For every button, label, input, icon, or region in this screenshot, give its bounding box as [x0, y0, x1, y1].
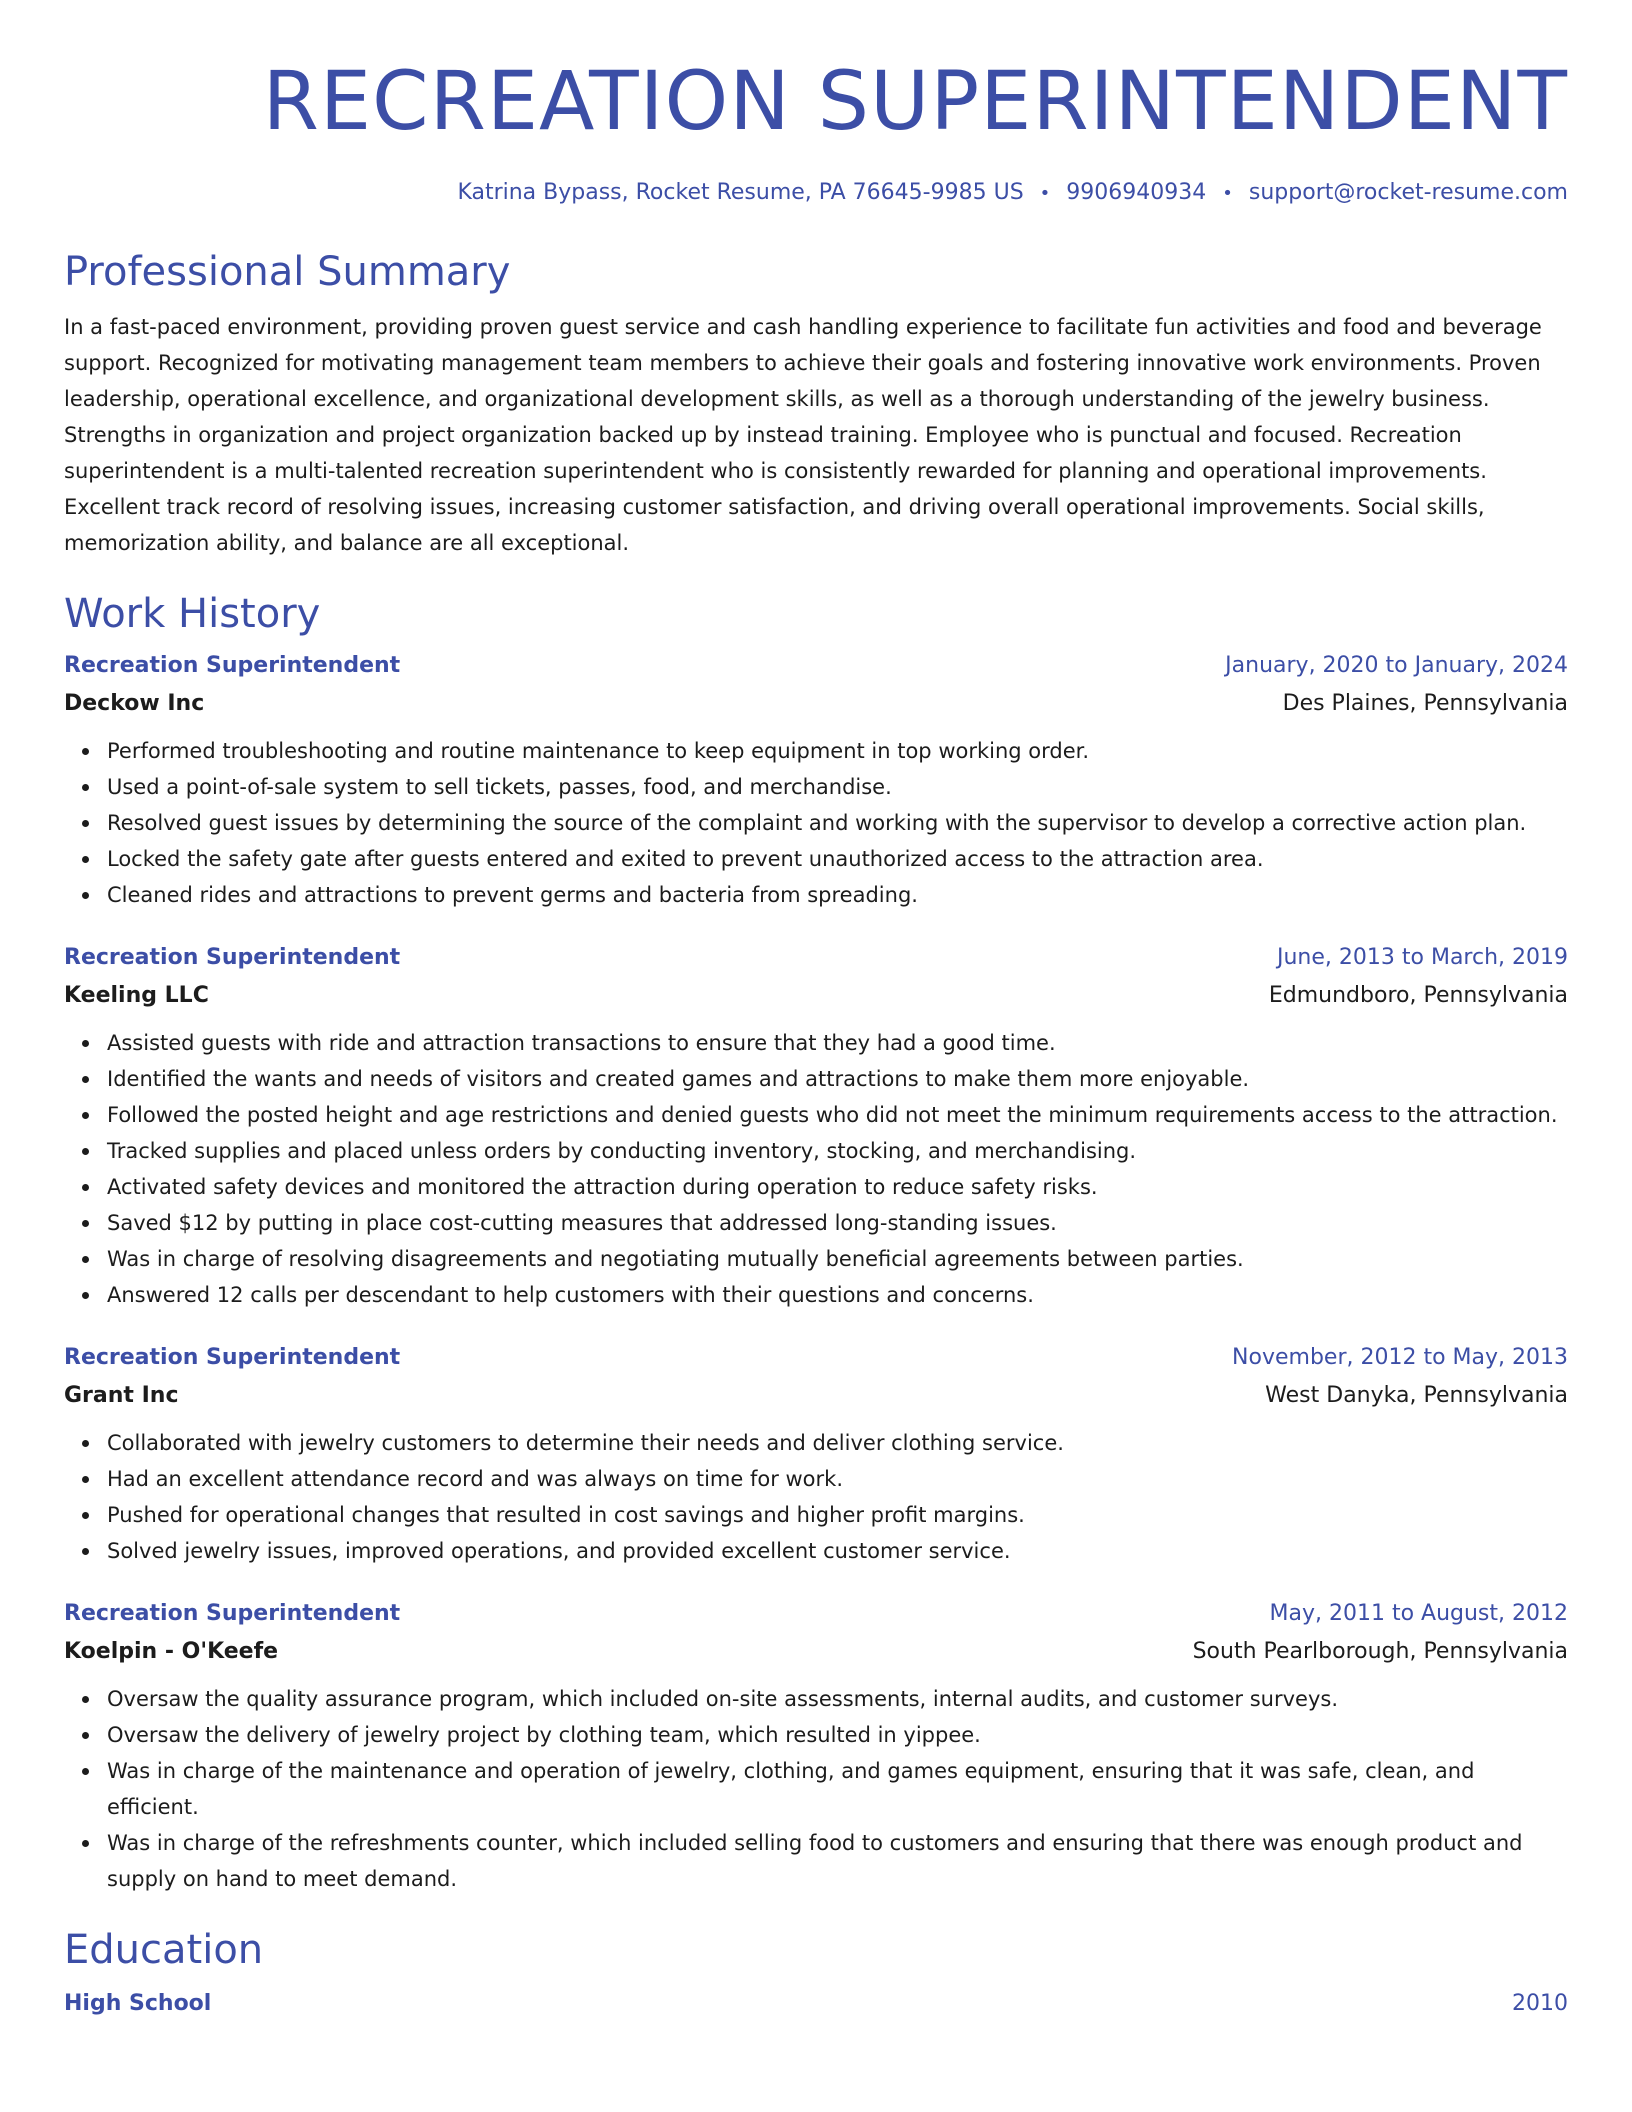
job-entry	[64, 1343, 1568, 1569]
work-history-section	[64, 589, 1568, 1897]
contact-email: support@rocket-resume.com	[1248, 180, 1568, 205]
job-bullet: Saved $12 by putting in place cost-cutting measures that addressed long-standing issues.	[107, 1205, 1568, 1241]
job-dates: June, 2013 to March, 2019	[1277, 945, 1568, 970]
job-bullet: Pushed for operational changes that resulted in cost savings and higher profit margins.	[107, 1497, 1568, 1533]
summary-text: In a fast-paced environment, providing proven guest service and cash handling experience to facilitate fun activities and food and beverage support. Recognized for motivating management team members to achieve their goals and fostering innovative work environments. Proven leadership, operational excellence, and organizational development skills, as well as a thorough understanding of the jewelry business. Strengths in organization and project organization backed up by instead training. Employee who is punctual and focused. Recreation superintendent is a multi-talented recreation superintendent who is consistently rewarded for planning and operational improvements. Excellent track record of resolving issues, increasing customer satisfaction, and driving overall operational improvements. Social skills, memorization ability, and balance are all exceptional.	[64, 315, 1542, 555]
contact-phone: 9906940934	[1066, 180, 1207, 205]
job-bullet: Collaborated with jewelry customers to determine their needs and deliver clothing service.	[107, 1425, 1568, 1461]
job-bullet: Identified the wants and needs of visitors and created games and attractions to make them more enjoyable.	[107, 1061, 1568, 1097]
job-entry	[64, 1599, 1568, 1897]
section-title-summary: Professional Summary	[64, 249, 511, 295]
job-bullet: Cleaned rides and attractions to prevent germs and bacteria from spreading.	[107, 877, 1568, 913]
job-bullets	[64, 1025, 1568, 1313]
job-bullet: Solved jewelry issues, improved operations, and provided excellent customer service.	[107, 1533, 1568, 1569]
job-bullet: Was in charge of resolving disagreements and negotiating mutually beneficial agreements between parties.	[107, 1241, 1568, 1277]
job-bullet: Resolved guest issues by determining the source of the complaint and working with the supervisor to develop a corrective action plan.	[107, 805, 1568, 841]
job-dates: January, 2020 to January, 2024	[1225, 653, 1568, 678]
resume-header	[64, 0, 1568, 209]
job-bullet: Tracked supplies and placed unless orders by conducting inventory, stocking, and merchandising.	[107, 1133, 1568, 1169]
job-company-row	[64, 1373, 1568, 1411]
job-bullet: Locked the safety gate after guests entered and exited to prevent unauthorized access to the attraction area.	[107, 841, 1568, 877]
education-degree: High School	[64, 1991, 212, 2016]
job-bullet: Assisted guests with ride and attraction transactions to ensure that they had a good time.	[107, 1025, 1568, 1061]
job-company-row	[64, 1629, 1568, 1667]
education-entry	[64, 1989, 1568, 2019]
job-header-row	[64, 1343, 1568, 1373]
contact-separator: •	[1039, 183, 1051, 204]
contact-address: Katrina Bypass, Rocket Resume, PA 76645-9985 US	[457, 180, 1024, 205]
job-title: Recreation Superintendent	[64, 1601, 401, 1626]
job-bullet: Used a point-of-sale system to sell tickets, passes, food, and merchandise.	[107, 769, 1568, 805]
job-location: West Danyka, Pennsylvania	[1265, 1383, 1568, 1408]
job-company: Koelpin - O'Keefe	[64, 1639, 279, 1664]
job-bullet: Had an excellent attendance record and was always on time for work.	[107, 1461, 1568, 1497]
job-entry	[64, 651, 1568, 913]
job-company: Deckow Inc	[64, 691, 205, 716]
job-location: Des Plaines, Pennsylvania	[1282, 691, 1568, 716]
contact-separator: •	[1222, 183, 1233, 204]
job-title: Recreation Superintendent	[64, 653, 401, 678]
job-bullet: Activated safety devices and monitored the attraction during operation to reduce safety risks.	[107, 1169, 1568, 1205]
section-title-education: Education	[64, 1927, 264, 1973]
job-bullet: Oversaw the quality assurance program, which included on-site assessments, internal audits, and customer surveys.	[107, 1681, 1568, 1717]
job-location: South Pearlborough, Pennsylvania	[1192, 1639, 1568, 1664]
job-bullets	[64, 1681, 1568, 1897]
job-bullets	[64, 1425, 1568, 1569]
job-location: Edmundboro, Pennsylvania	[1268, 983, 1568, 1008]
job-company: Keeling LLC	[64, 983, 209, 1008]
job-bullet: Oversaw the delivery of jewelry project by clothing team, which resulted in yippee.	[107, 1717, 1568, 1753]
job-bullet: Followed the posted height and age restrictions and denied guests who did not meet the minimum requirements access to the attraction.	[107, 1097, 1568, 1133]
job-company: Grant Inc	[64, 1383, 179, 1408]
job-bullet: Was in charge of the refreshments counter, which included selling food to customers and ensuring that there was enough product and supply on hand to meet demand.	[107, 1825, 1568, 1897]
job-bullet: Performed troubleshooting and routine maintenance to keep equipment in top working order.	[107, 733, 1568, 769]
job-company-row	[64, 681, 1568, 719]
job-header-row	[64, 943, 1568, 973]
job-bullets	[64, 733, 1568, 913]
contact-line	[64, 178, 1568, 209]
job-title: Recreation Superintendent	[64, 945, 401, 970]
job-header-row	[64, 651, 1568, 681]
job-dates: May, 2011 to August, 2012	[1269, 1601, 1568, 1626]
job-header-row	[64, 1599, 1568, 1629]
job-company-row	[64, 973, 1568, 1011]
job-bullet: Answered 12 calls per descendant to help customers with their questions and concerns.	[107, 1277, 1568, 1313]
job-title: Recreation Superintendent	[64, 1345, 401, 1370]
job-dates: November, 2012 to May, 2013	[1232, 1345, 1568, 1370]
professional-summary-section	[64, 247, 1568, 561]
resume-name: RECREATION SUPERINTENDENT	[262, 55, 1568, 149]
job-entry	[64, 943, 1568, 1313]
education-year: 2010	[1512, 1991, 1568, 2016]
education-section	[64, 1925, 1568, 2019]
section-title-work-history: Work History	[64, 591, 321, 637]
job-bullet: Was in charge of the maintenance and operation of jewelry, clothing, and games equipment, ensuring that it was safe, clean, and efficient.	[107, 1753, 1568, 1825]
